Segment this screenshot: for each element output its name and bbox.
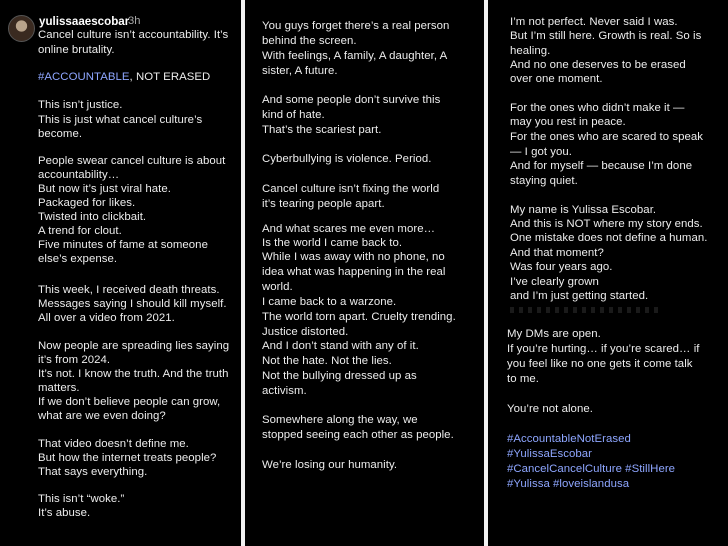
text-line: it’s tearing people apart. xyxy=(262,198,385,210)
text-line: A trend for clout. xyxy=(38,225,122,237)
text-line: Cancel culture isn’t fixing the world xyxy=(262,183,440,195)
text-line: The world torn apart. Cruelty trending. xyxy=(262,311,456,323)
text-line: activism. xyxy=(262,385,307,397)
text-line: stopped seeing each other as people. xyxy=(262,429,454,441)
avatar[interactable] xyxy=(8,15,35,42)
text-line: Somewhere along the way, we xyxy=(262,414,418,426)
hashtag-line[interactable]: #YulissaEscobar xyxy=(507,448,592,460)
text-line: Cancel culture isn’t accountability. It’s xyxy=(38,29,229,41)
text-line: Messages saying I should kill myself. xyxy=(38,298,227,310)
text-line: This isn’t “woke.” xyxy=(38,493,125,505)
text-line: While I was away with no phone, no xyxy=(262,251,445,263)
text-line: If you’re hurting… if you’re scared… if xyxy=(507,343,700,355)
story-panel-2 xyxy=(245,0,484,546)
text-line: With feelings, A family, A daughter, A xyxy=(262,50,448,62)
text-line: And I don’t stand with any of it. xyxy=(262,340,419,352)
text-line: It’s not. I know the truth. And the truth xyxy=(38,368,229,380)
text-line: But how the internet treats people? xyxy=(38,452,217,464)
text-line: We’re losing our humanity. xyxy=(262,459,398,471)
text-line: staying quiet. xyxy=(510,175,578,187)
text-line: All over a video from 2021. xyxy=(38,312,175,324)
text-line: and I’m just getting started. xyxy=(510,290,649,302)
text-line: healing. xyxy=(510,45,551,57)
text-line: You’re not alone. xyxy=(507,403,593,415)
text-line: You guys forget there’s a real person xyxy=(262,20,450,32)
username[interactable]: yulissaaescobar xyxy=(39,15,130,28)
text-line: And for myself — because I’m done xyxy=(510,160,693,172)
text-line: And this is NOT where my story ends. xyxy=(510,218,703,230)
text-line: This week, I received death threats. xyxy=(38,284,220,296)
text-line: Packaged for likes. xyxy=(38,197,136,209)
text-line: — I got you. xyxy=(510,146,573,158)
text-line: kind of hate. xyxy=(262,109,325,121)
text-line: If we don’t believe people can grow, xyxy=(38,396,221,408)
text-line: I came back to a warzone. xyxy=(262,296,397,308)
text-line: I’m not perfect. Never said I was. xyxy=(510,16,678,28)
text-line: Cyberbullying is violence. Period. xyxy=(262,153,432,165)
divider xyxy=(510,307,660,313)
text-line: over one moment. xyxy=(510,73,603,85)
text-line: may you rest in peace. xyxy=(510,116,626,128)
text-line: For the ones who are scared to speak xyxy=(510,131,704,143)
hashtag-line[interactable]: #AccountableNotErased xyxy=(507,433,631,445)
text-line: That video doesn’t define me. xyxy=(38,438,189,450)
text-line: People swear cancel culture is about xyxy=(38,155,226,167)
text-line: And no one deserves to be erased xyxy=(510,59,686,71)
text-line: to me. xyxy=(507,373,539,385)
text-line: Was four years ago. xyxy=(510,261,613,273)
text-line: Not the hate. Not the lies. xyxy=(262,355,392,367)
text-line: become. xyxy=(38,128,83,140)
text-line: Not the bullying dressed up as xyxy=(262,370,417,382)
text-line: behind the screen. xyxy=(262,35,357,47)
hashtag[interactable]: #ACCOUNTABLE xyxy=(38,71,130,83)
text-line: accountability… xyxy=(38,169,120,181)
text-line: matters. xyxy=(38,382,80,394)
post-time: 3h xyxy=(128,15,141,27)
text-line: it’s from 2024. xyxy=(38,354,111,366)
text-line: And what scares me even more… xyxy=(262,223,436,235)
text-line: This isn’t justice. xyxy=(38,99,123,111)
text-line: And that moment? xyxy=(510,247,604,259)
text-line: And some people don’t survive this xyxy=(262,94,441,106)
text-line: idea what was happening in the real xyxy=(262,266,446,278)
hashtag-line xyxy=(38,70,210,85)
text-line: Five minutes of fame at someone xyxy=(38,239,208,251)
hashtag-rest: , NOT ERASED xyxy=(129,71,211,83)
text-line: But I’m still here. Growth is real. So is xyxy=(510,30,702,42)
text-line: Justice distorted. xyxy=(262,326,349,338)
text-line: I’ve clearly grown xyxy=(510,276,599,288)
text-line: My name is Yulissa Escobar. xyxy=(510,204,657,216)
text-line: sister, A future. xyxy=(262,65,338,77)
text-line: Now people are spreading lies saying xyxy=(38,340,230,352)
hashtag-line[interactable]: #Yulissa #loveislandusa xyxy=(507,478,630,490)
text-line: Is the world I came back to. xyxy=(262,237,403,249)
text-line: It’s abuse. xyxy=(38,507,91,519)
text-line: This is just what cancel culture’s xyxy=(38,114,203,126)
text-line: you feel like no one gets it come talk xyxy=(507,358,693,370)
text-line: For the ones who didn’t make it — xyxy=(510,102,685,114)
hashtag-line[interactable]: #CancelCancelCulture #StillHere xyxy=(507,463,676,475)
story-panel-1 xyxy=(0,0,241,546)
text-line: One mistake does not define a human. xyxy=(510,232,708,244)
text-line: Twisted into clickbait. xyxy=(38,211,147,223)
text-line: online brutality. xyxy=(38,44,115,56)
text-line: else’s expense. xyxy=(38,253,118,265)
text-line: world. xyxy=(262,281,293,293)
text-line: That says everything. xyxy=(38,466,148,478)
text-line: My DMs are open. xyxy=(507,328,601,340)
text-line: what are we even doing? xyxy=(38,410,166,422)
text-line: That’s the scariest part. xyxy=(262,124,382,136)
text-line: But now it’s just viral hate. xyxy=(38,183,171,195)
story-panel-3 xyxy=(488,0,728,546)
